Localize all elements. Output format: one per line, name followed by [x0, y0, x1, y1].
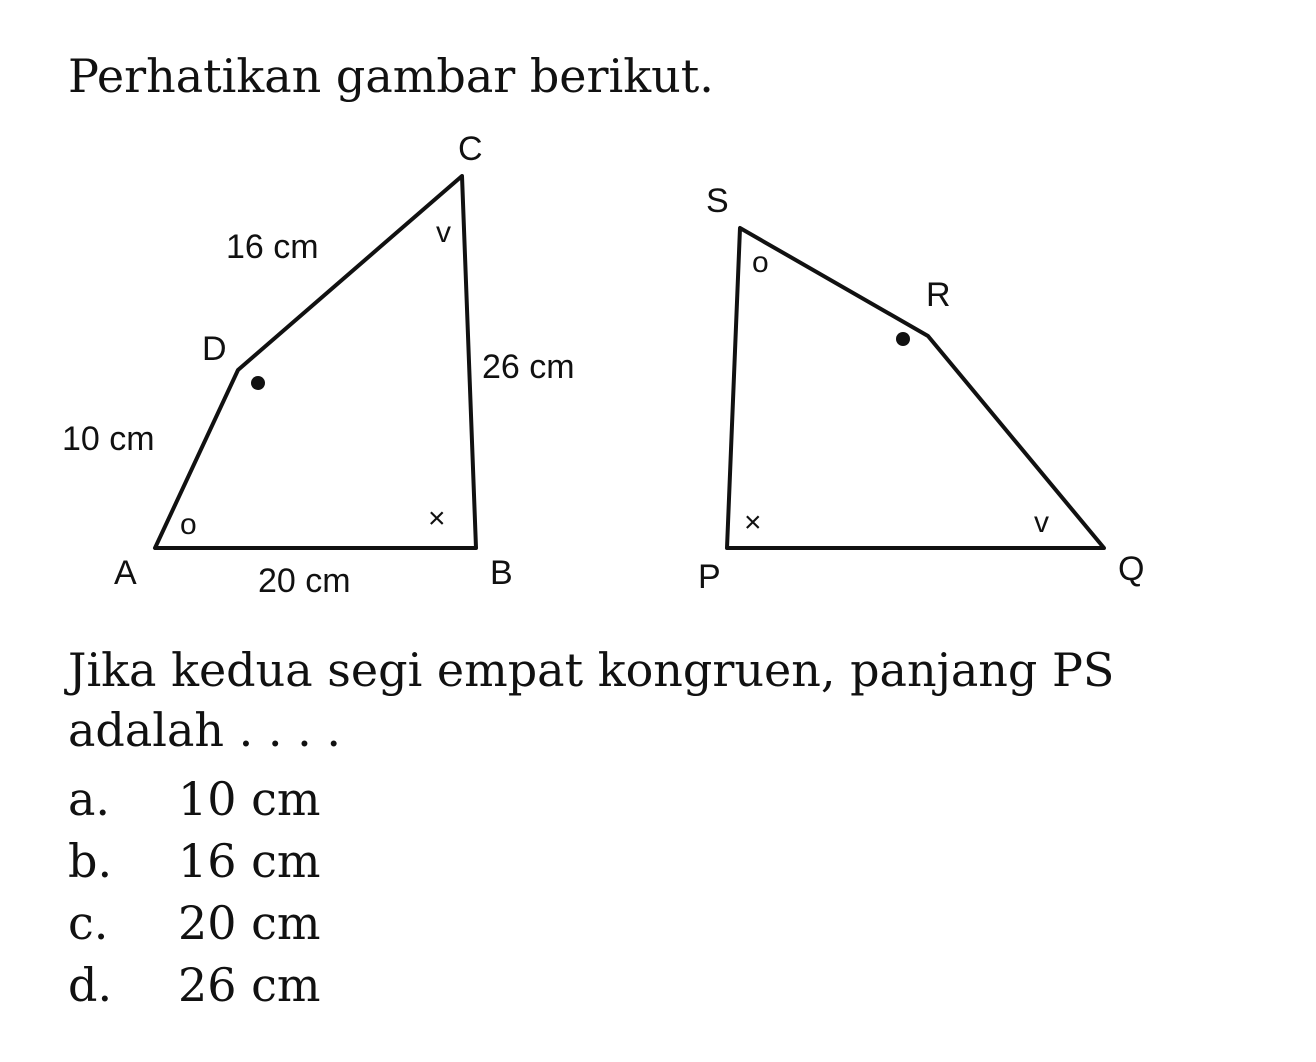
- vertex-label-c: C: [458, 130, 483, 168]
- option-text: 10 cm: [178, 772, 321, 826]
- option-text: 26 cm: [178, 958, 321, 1012]
- intro-text: Perhatikan gambar berikut.: [68, 49, 714, 103]
- angle-mark-d-dot: [251, 376, 265, 390]
- option-d[interactable]: [68, 954, 321, 1016]
- option-letter: c.: [68, 896, 109, 950]
- option-c[interactable]: [68, 892, 321, 954]
- answer-options: [68, 768, 321, 1016]
- angle-mark-b: ×: [428, 502, 446, 535]
- question-text: Jika kedua segi empat kongruen, panjang PS adalah . . . .: [68, 643, 1115, 757]
- vertex-label-a: A: [114, 554, 137, 592]
- option-letter: b.: [68, 834, 113, 888]
- side-label-dc: 16 cm: [226, 228, 319, 266]
- side-label-ab: 20 cm: [258, 562, 351, 600]
- side-label-ad: 10 cm: [62, 420, 155, 458]
- quadrilateral-pqrs: [727, 228, 1104, 548]
- angle-mark-c: v: [436, 216, 451, 249]
- option-a[interactable]: [68, 768, 321, 830]
- option-letter: a.: [68, 772, 111, 826]
- angle-mark-r-dot: [896, 332, 910, 346]
- option-text: 20 cm: [178, 896, 321, 950]
- vertex-label-r: R: [926, 276, 951, 314]
- vertex-label-q: Q: [1118, 550, 1145, 588]
- angle-mark-a: o: [180, 508, 197, 541]
- angle-mark-q: v: [1034, 506, 1049, 539]
- angle-mark-p: ×: [744, 506, 762, 539]
- option-b[interactable]: [68, 830, 321, 892]
- vertex-label-s: S: [706, 182, 729, 220]
- vertex-label-p: P: [698, 558, 721, 596]
- option-letter: d.: [68, 958, 113, 1012]
- vertex-label-b: B: [490, 554, 513, 592]
- side-label-bc: 26 cm: [482, 348, 575, 386]
- angle-mark-s: o: [752, 246, 769, 279]
- vertex-label-d: D: [202, 330, 227, 368]
- option-text: 16 cm: [178, 834, 321, 888]
